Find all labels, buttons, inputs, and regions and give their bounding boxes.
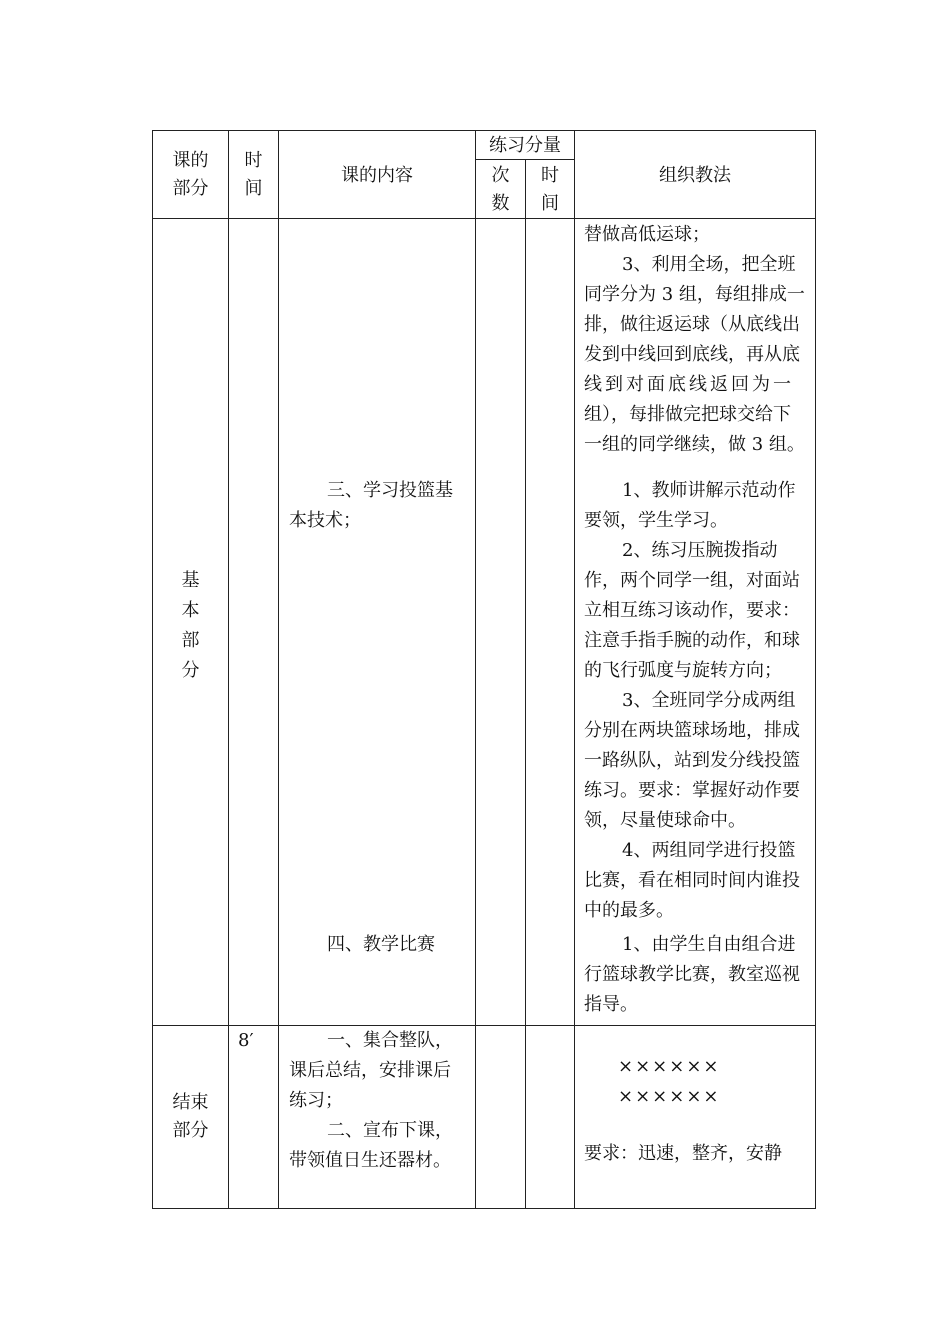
- column-divider-3: [475, 130, 476, 1209]
- content-teaching-match: 四、教学比赛: [327, 934, 435, 955]
- table-border-bottom: [152, 1208, 816, 1209]
- table-border-right: [815, 130, 816, 1209]
- method-shooting-steps: 1、教师讲解示范动作 要领，学生学习。 2、练习压腕拨指动 作，两个同学一组，对面站 立相互练习该动作，要求： 注意手指手腕的动作，和球 的飞行弧度与旋转方向； 3、全班同学分成两组 分别在两块篮球场地，排成 一路纵队，站到发分线投篮 练习。要求：掌握好动作要 领，尽量使球命中。 4、两组同学进行投篮 比赛，看在相同时间内谁投 中的最多。: [584, 480, 800, 921]
- header-duration: 时 间: [541, 165, 559, 214]
- method-dribble-drills: 替做高低运球； 3、利用全场，把全班 同学分为 3 组，每组排成一 排，做往返运球（从底线出 发到中线回到底线，再从底 线到对面底线返回为一 组），每排做完把球交给下 一组的同学继续，做 3 组。: [584, 224, 805, 455]
- header-time: 时 间: [244, 150, 263, 199]
- column-divider-5: [574, 130, 575, 1209]
- ending-requirement: 要求：迅速，整齐，安静: [584, 1143, 782, 1164]
- ending-part-label: 结束 部分: [172, 1092, 209, 1141]
- header-content: 课的内容: [341, 165, 413, 186]
- header-count: 次 数: [491, 165, 510, 214]
- header-practice: 练习分量: [489, 135, 561, 156]
- basic-part-label: 基 本 部 分: [181, 570, 200, 681]
- formation-diagram: ×××××× ××××××: [618, 1056, 721, 1107]
- ending-content: 一、集合整队， 课后总结，安排课后 练习； 二、宣布下课， 带领值日生还器材。: [289, 1030, 453, 1171]
- content-shooting-technique: 三、学习投篮基 本技术；: [289, 480, 453, 531]
- column-divider-4: [525, 159, 526, 1209]
- ending-time: 8′: [238, 1030, 254, 1051]
- method-match-steps: 1、由学生自由组合进 行篮球教学比赛，教室巡视 指导。: [584, 934, 800, 1015]
- header-method: 组织教法: [659, 165, 731, 186]
- column-divider-1: [228, 130, 229, 1209]
- header-part: 课的 部分: [172, 150, 209, 199]
- column-divider-2: [278, 130, 279, 1209]
- header-bottom-line: [152, 218, 816, 219]
